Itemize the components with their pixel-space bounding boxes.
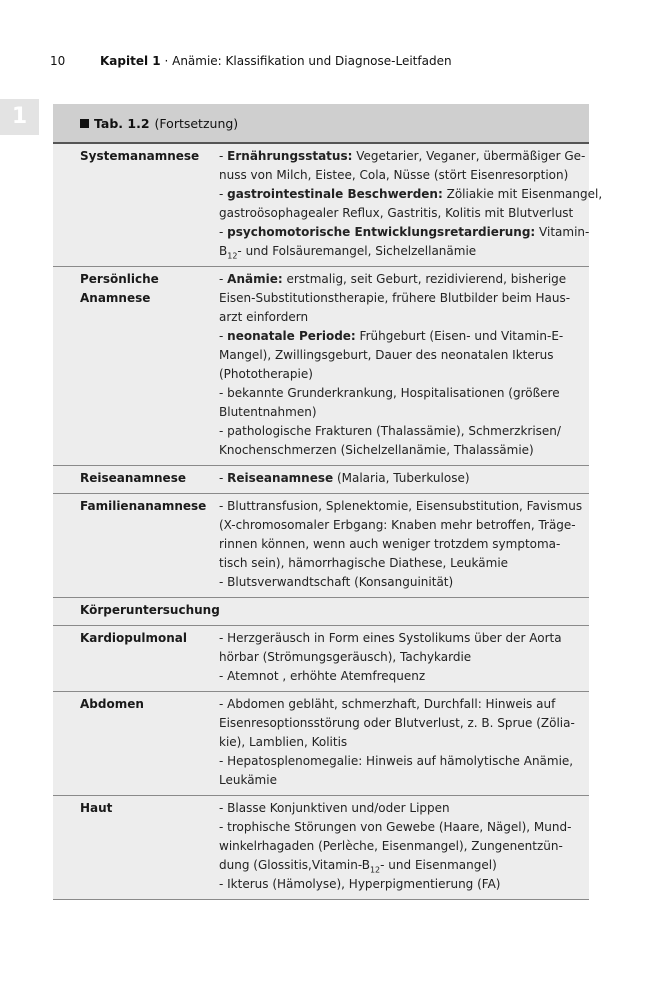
row-content (219, 497, 594, 592)
subscript: 12 (227, 251, 238, 261)
text-line (219, 242, 602, 261)
text-line: - Ernährungsstatus: Vegetarier, Veganer, übermäßiger Ge- (219, 149, 586, 163)
row-content (219, 629, 589, 686)
bold-term: Ernährungsstatus: (227, 149, 353, 163)
text-line: - Atemnot , erhöhte Atemfrequenz (219, 669, 426, 683)
table-row-haut (53, 795, 589, 900)
label-line: Anamnese (80, 291, 151, 305)
text-line: Leukämie (219, 773, 277, 787)
text-run: B (219, 244, 228, 258)
running-header (50, 53, 628, 69)
row-label: Abdomen (80, 697, 144, 711)
row-content (219, 799, 589, 894)
table-row-systemanamnese (53, 142, 603, 266)
row-label: Systemanamnese (80, 149, 200, 163)
text-run: Zöliakie mit Eisenmangel, (442, 187, 603, 201)
text-line: gastroösophagealer Reflux, Gastritis, Kolitis mit Blutverlust (219, 206, 574, 220)
row-content (219, 695, 589, 790)
header-separator: · (164, 54, 169, 68)
text-run: - und Eisenmangel) (380, 858, 497, 872)
text-line: - bekannte Grunderkrankung, Hospitalisationen (größere (219, 386, 560, 400)
text-line (219, 856, 577, 875)
text-line: - Blasse Konjunktiven und/oder Lippen (219, 801, 450, 815)
subscript: 12 (369, 865, 381, 875)
table-1-2 (53, 104, 603, 900)
table-row-persoenliche-anamnese (53, 266, 589, 465)
text-line: Blutentnahmen) (219, 405, 317, 419)
text-line: Knochenschmerzen (Sichelzellanämie, Thalassämie) (219, 443, 534, 457)
text-line: - Ikterus (Hämolyse), Hyperpigmentierung (FA) (219, 877, 501, 891)
bold-term: psychomotorische Entwicklungsretardierung: (227, 225, 536, 239)
row-label: Reiseanamnese (80, 471, 186, 485)
text-line: - Herzgeräusch in Form eines Systolikums über der Aorta (219, 631, 562, 645)
table-row-familienanamnese (53, 493, 589, 597)
text-line: - Anämie: erstmalig, seit Geburt, rezidivierend, bisherige (219, 272, 567, 286)
text-line: winkelrhagaden (Perlèche, Eisenmangel), Zungenentzün- (219, 839, 563, 853)
text-run: erstmalig, seit Geburt, rezidivierend, bisherige (282, 272, 567, 286)
row-content (219, 270, 589, 460)
text-line: - trophische Störungen von Gewebe (Haare, Nägel), Mund- (219, 820, 572, 834)
table-label: Tab. 1.2 (94, 116, 150, 131)
chapter-title: Anämie: Klassifikation und Diagnose-Leitfaden (172, 54, 452, 68)
text-line: - Bluttransfusion, Splenektomie, Eisensubstitution, Favismus (219, 499, 583, 513)
chapter-tab: 1 (0, 99, 39, 135)
table-row-reiseanamnese (53, 465, 589, 493)
text-line: (X-chromosomaler Erbgang: Knaben mehr betroffen, Träge- (219, 518, 576, 532)
text-run: dung (Glossitis,Vitamin-B (219, 858, 370, 872)
text-line: hörbar (Strömungsgeräusch), Tachykardie (219, 650, 472, 664)
row-label: Kardiopulmonal (80, 631, 188, 645)
section-heading-koerperuntersuchung: Körperuntersuchung (53, 597, 589, 625)
text-run: Vegetarier, Veganer, übermäßiger Ge- (352, 149, 586, 163)
page-number: 10 (50, 54, 66, 68)
row-label: Familienanamnese (80, 499, 207, 513)
text-line: (Phototherapie) (219, 367, 313, 381)
text-line: - psychomotorische Entwicklungsretardierung: Vitamin- (219, 225, 590, 239)
table-square-icon (80, 119, 89, 128)
bold-term: neonatale Periode: (227, 329, 356, 343)
text-line: arzt einfordern (219, 310, 309, 324)
text-run: (Malaria, Tuberkulose) (333, 471, 470, 485)
text-run: Frühgeburt (Eisen- und Vitamin-E- (355, 329, 564, 343)
text-line: - pathologische Frakturen (Thalassämie), Schmerzkrisen/ (219, 424, 561, 438)
text-line: - Abdomen gebläht, schmerzhaft, Durchfall: Hinweis auf (219, 697, 556, 711)
text-line: - Hepatosplenomegalie: Hinweis auf hämolytische Anämie, (219, 754, 574, 768)
text-line: rinnen können, wenn auch weniger trotzdem symptoma- (219, 537, 561, 551)
table-continuation: (Fortsetzung) (154, 116, 239, 131)
row-content (219, 147, 614, 261)
table-row-kardiopulmonal (53, 625, 589, 691)
text-run: Vitamin- (535, 225, 590, 239)
label-line: Persönliche (80, 272, 159, 286)
text-line: Mangel), Zwillingsgeburt, Dauer des neonatalen Ikterus (219, 348, 554, 362)
text-line: Eisenresoptionsstörung oder Blutverlust, z. B. Sprue (Zölia- (219, 716, 575, 730)
text-line: Eisen-Substitutionstherapie, frühere Blutbilder beim Haus- (219, 291, 571, 305)
row-label: Haut (80, 801, 113, 815)
row-content (219, 469, 589, 488)
text-line: tisch sein), hämorrhagische Diathese, Leukämie (219, 556, 509, 570)
table-title (53, 104, 589, 142)
bold-term: Anämie: (227, 272, 283, 286)
text-run: - und Folsäuremangel, Sichelzellanämie (237, 244, 477, 258)
text-line: - neonatale Periode: Frühgeburt (Eisen- und Vitamin-E- (219, 329, 564, 343)
text-line: - Blutsverwandtschaft (Konsanguinität) (219, 575, 454, 589)
bold-term: gastrointestinale Beschwerden: (227, 187, 443, 201)
row-label (53, 270, 219, 460)
chapter-label: Kapitel 1 (100, 54, 161, 68)
text-line: - Reiseanamnese (Malaria, Tuberkulose) (219, 471, 470, 485)
table-row-abdomen (53, 691, 589, 795)
text-line: nuss von Milch, Eistee, Cola, Nüsse (stört Eisenresorption) (219, 168, 569, 182)
bold-term: Reiseanamnese (227, 471, 334, 485)
text-line: - gastrointestinale Beschwerden: Zöliakie mit Eisenmangel, (219, 187, 603, 201)
text-line: kie), Lamblien, Kolitis (219, 735, 348, 749)
